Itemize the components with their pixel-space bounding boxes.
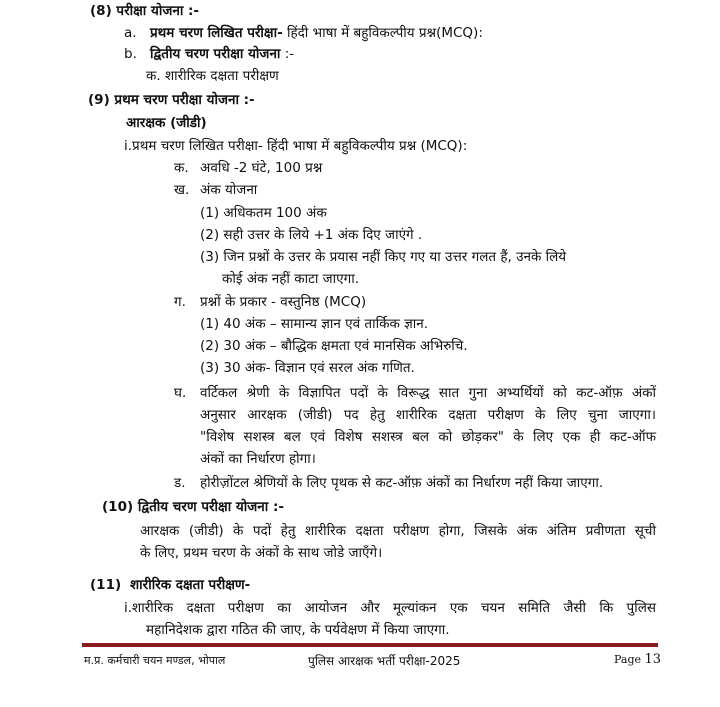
question-type-point: (2) 30 अंक – बौद्धिक क्षमता एवं मानसिक अभिरुचि. [200, 338, 468, 354]
item-text: :- [280, 46, 295, 62]
marks-scheme-title [174, 181, 257, 199]
list-marker: ड. [174, 475, 186, 491]
list-marker: ख. [174, 182, 190, 198]
section-9-intro: i.प्रथम चरण लिखित परीक्षा- हिंदी भाषा में बहुविकल्पीय प्रश्न (MCQ): [124, 138, 468, 154]
page-number: 13 [644, 652, 662, 667]
list-marker: क. [174, 160, 189, 176]
question-type-label: प्रश्नों के प्रकार - वस्तुनिष्ठ (MCQ) [200, 294, 367, 310]
section-9-heading: (9) प्रथम चरण परीक्षा योजना :- [88, 92, 255, 108]
section-11-number: (11) [90, 577, 122, 593]
horizontal-text: होरीज़ोंटल श्रेणियों के लिए पृथक से कट-ऑफ़ अंकों का निर्धारण नहीं किया जाएगा. [200, 475, 604, 491]
item-text: हिंदी भाषा में बहुविकल्पीय प्रश्न(MCQ): [282, 25, 483, 41]
section-8-item-b [124, 45, 294, 63]
list-marker: ग. [174, 294, 186, 310]
list-marker: घ. [174, 385, 187, 401]
section-8-item-a [124, 24, 483, 42]
section-11-line: महानिदेशक द्वारा गठित की जाए, के पर्यवेक्षण में किया जाएगा. [146, 622, 450, 638]
marks-point: (2) सही उत्तर के लिये +1 अंक दिए जाएंगे . [200, 227, 423, 243]
horizontal-line [174, 474, 603, 492]
section-8-heading: (8) परीक्षा योजना :- [90, 3, 200, 19]
vertical-line: वर्टिकल श्रेणी के विज्ञापित पदों के विरूद्ध सात गुना अभ्यर्थियों को कट-ऑफ़ अंकों [200, 385, 656, 401]
question-type-point: (3) 30 अंक- विज्ञान एवं सरल अंक गणित. [200, 360, 415, 376]
section-10-line: आरक्षक (जीडी) के पदों हेतु शारीरिक दक्षता परीक्षण होगा, जिसके अंक अंतिम प्रवीणता सूची [140, 523, 656, 539]
vertical-line: अनुसार आरक्षक (जीडी) पद हेतु शारीरिक दक्षता परीक्षण के लिए चुना जाएगा। [200, 407, 656, 423]
list-marker: b. [124, 46, 137, 62]
footer-exam-title: पुलिस आरक्षक भर्ती परीक्षा-2025 [308, 654, 461, 668]
footer-page-number [614, 653, 661, 667]
vertical-line: "विशेष सशस्त्र बल एवं विशेष सशस्त्र बल को छोड़कर" के लिए एक ही कट-ऑफ [200, 429, 656, 445]
item-label: द्वितीय चरण परीक्षा योजना [150, 46, 281, 62]
item-label: प्रथम चरण लिखित परीक्षा- [150, 25, 283, 41]
footer-org: म.प्र. कर्मचारी चयन मण्डल, भोपाल [84, 654, 226, 667]
section-11-line: i.शारीरिक दक्षता परीक्षण का आयोजन और मूल्यांकन एक चयन समिति जैसी कि पुलिस [124, 600, 656, 616]
question-type-title [174, 293, 366, 311]
list-marker: a. [124, 25, 137, 41]
question-type-point: (1) 40 अंक – सामान्य ज्ञान एवं तार्किक ज्ञान. [200, 316, 429, 332]
footer-rule [82, 643, 658, 647]
section-9-subheading: आरक्षक (जीडी) [126, 115, 207, 131]
section-10-heading: (10) द्वितीय चरण परीक्षा योजना :- [102, 499, 284, 515]
marks-point: (3) जिन प्रश्नों के उत्तर के प्रयास नहीं किए गए या उत्तर गलत हैं, उनके लिये [200, 249, 567, 265]
section-8-sub-item: क. शारीरिक दक्षता परीक्षण [146, 68, 279, 84]
vertical-line: अंकों का निर्धारण होगा। [200, 451, 316, 467]
page-label: Page [614, 653, 642, 666]
marks-scheme-label: अंक योजना [200, 182, 258, 198]
section-11-heading: शारीरिक दक्षता परीक्षण- [130, 577, 251, 593]
section-10-line: के लिए, प्रथम चरण के अंकों के साथ जोडे जाएँगे। [140, 545, 383, 561]
marks-point-continuation: कोई अंक नहीं काटा जाएगा. [222, 271, 360, 287]
marks-point: (1) अधिकतम 100 अंक [200, 205, 327, 221]
duration-text: अवधि -2 घंटे, 100 प्रश्न [200, 160, 323, 176]
duration-line [174, 159, 322, 177]
